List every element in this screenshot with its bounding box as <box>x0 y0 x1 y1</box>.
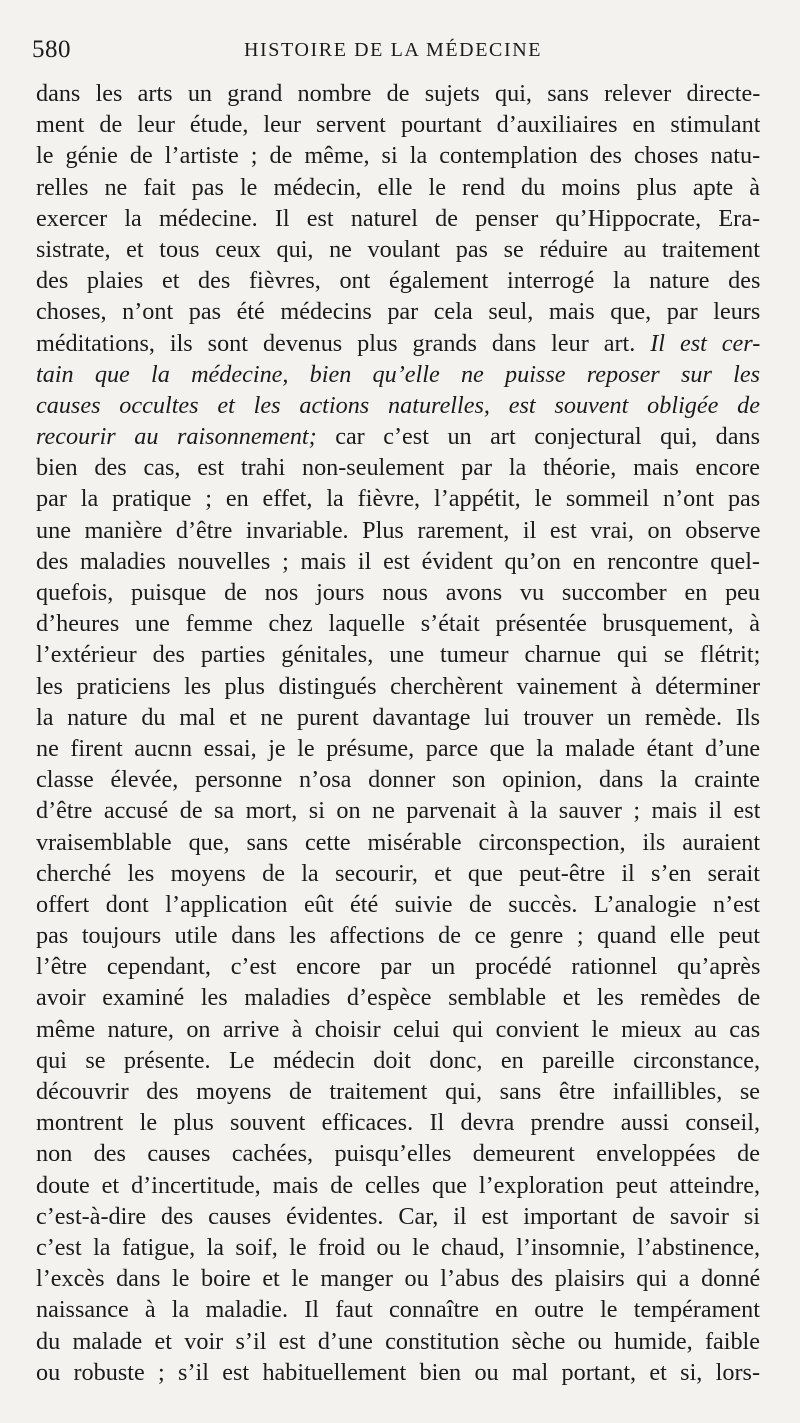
text-line <box>36 1045 760 1076</box>
running-title: HISTOIRE DE LA MÉDECINE <box>244 39 543 61</box>
text-line <box>36 951 760 982</box>
body-text <box>36 78 760 1388</box>
text-segment: offert dont l’application eût été suivie de succès. L’analogie n’est <box>36 890 760 918</box>
text-segment: par la pratique ; en effet, la fièvre, l’appétit, le sommeil n’ont pas <box>36 485 760 513</box>
text-segment: des maladies nouvelles ; mais il est évident qu’on en rencontre quel- <box>36 547 760 575</box>
text-line <box>36 1263 760 1294</box>
text-segment: l’extérieur des parties génitales, une tumeur charnue qui se flétrit; <box>36 641 760 669</box>
italic-text-segment: Il est cer- <box>650 329 760 357</box>
text-line <box>36 140 760 171</box>
text-line <box>36 982 760 1013</box>
text-segment: d’être accusé de sa mort, si on ne parvenait à la sauver ; mais il est <box>36 797 760 825</box>
page-number: 580 <box>32 36 71 63</box>
text-line <box>36 1170 760 1201</box>
text-segment: ment de leur étude, leur servent pourtant d’auxiliaires en stimulant <box>36 111 760 139</box>
text-segment: du malade et voir s’il est d’une constitution sèche ou humide, faible <box>36 1327 760 1355</box>
italic-text-segment: causes occultes et les actions naturelles, est souvent obligée de <box>36 391 760 419</box>
italic-text-segment: recourir au raisonnement; <box>36 423 317 451</box>
text-segment: doute et d’incertitude, mais de celles que l’exploration peut atteindre, <box>36 1171 760 1199</box>
text-line <box>36 421 760 452</box>
text-line <box>36 265 760 296</box>
text-line <box>36 109 760 140</box>
text-line <box>36 1232 760 1263</box>
text-segment: même nature, on arrive à choisir celui qui convient le mieux au cas <box>36 1015 760 1043</box>
text-line <box>36 172 760 203</box>
text-segment: choses, n’ont pas été médecins par cela seul, mais que, par leurs <box>36 298 760 326</box>
text-segment: l’excès dans le boire et le manger ou l’abus des plaisirs qui a donné <box>36 1265 760 1293</box>
text-line <box>36 1107 760 1138</box>
text-line <box>36 390 760 421</box>
text-segment: l’être cependant, c’est encore par un procédé rationnel qu’après <box>36 953 760 981</box>
text-line <box>36 1357 760 1388</box>
text-segment: naissance à la maladie. Il faut connaître en outre le tempérament <box>36 1296 760 1324</box>
text-segment: car c’est un art conjectural qui, dans <box>316 423 760 451</box>
text-segment: ou robuste ; s’il est habituellement bien ou mal portant, et si, lors- <box>36 1358 760 1386</box>
text-line <box>36 452 760 483</box>
text-segment: ne firent aucnn essai, je le présume, parce que la malade étant d’une <box>36 734 760 762</box>
text-line <box>36 78 760 109</box>
text-line <box>36 608 760 639</box>
text-segment: relles ne fait pas le médecin, elle le rend du moins plus apte à <box>36 173 760 201</box>
text-segment: méditations, ils sont devenus plus grands dans leur art. <box>36 329 651 357</box>
text-line <box>36 1014 760 1045</box>
text-line <box>36 515 760 546</box>
text-segment: classe élevée, personne n’osa donner son opinion, dans la crainte <box>36 766 760 794</box>
text-segment: quefois, puisque de nos jours nous avons vu succomber en peu <box>36 579 760 606</box>
text-line <box>36 889 760 920</box>
text-segment: découvrir des moyens de traitement qui, sans être infaillibles, se <box>36 1078 760 1105</box>
text-segment: c’est-à-dire des causes évidentes. Car, il est important de savoir si <box>36 1202 760 1230</box>
text-line <box>36 764 760 795</box>
text-line <box>36 1138 760 1169</box>
text-segment: bien des cas, est trahi non-seulement par la théorie, mais encore <box>36 454 760 482</box>
text-line <box>36 234 760 265</box>
text-segment: qui se présente. Le médecin doit donc, en pareille circonstance, <box>36 1046 760 1074</box>
text-line <box>36 920 760 951</box>
text-segment: montrent le plus souvent efficaces. Il devra prendre aussi conseil, <box>36 1109 760 1137</box>
text-segment: la nature du mal et ne purent davantage lui trouver un remède. Ils <box>36 703 760 731</box>
text-line <box>36 671 760 702</box>
page-header <box>32 36 772 72</box>
text-line <box>36 577 760 608</box>
text-segment: dans les arts un grand nombre de sujets qui, sans relever directe- <box>36 80 760 107</box>
text-line <box>36 702 760 733</box>
text-segment: non des causes cachées, puisqu’elles demeurent enveloppées de <box>36 1140 760 1168</box>
text-segment: avoir examiné les maladies d’espèce semblable et les remèdes de <box>36 984 760 1012</box>
text-line <box>36 1076 760 1107</box>
text-line <box>36 1201 760 1232</box>
text-line <box>36 858 760 889</box>
text-line <box>36 359 760 390</box>
text-segment: sistrate, et tous ceux qui, ne voulant pas se réduire au traitement <box>36 235 760 263</box>
text-segment: les praticiens les plus distingués cherchèrent vainement à déterminer <box>36 672 760 700</box>
text-segment: des plaies et des fièvres, ont également interrogé la nature des <box>36 267 760 295</box>
text-line <box>36 546 760 577</box>
text-segment: exercer la médecine. Il est naturel de penser qu’Hippocrate, Era- <box>36 204 760 232</box>
text-line <box>36 1294 760 1325</box>
text-line <box>36 1326 760 1357</box>
text-segment: vraisemblable que, sans cette misérable circonspection, ils auraient <box>36 828 760 856</box>
text-line <box>36 733 760 764</box>
text-segment: pas toujours utile dans les affections de ce genre ; quand elle peut <box>36 922 760 950</box>
text-line <box>36 203 760 234</box>
text-segment: d’heures une femme chez laquelle s’était présentée brusquement, à <box>36 610 760 638</box>
text-line <box>36 639 760 670</box>
text-line <box>36 328 760 359</box>
text-line <box>36 827 760 858</box>
text-segment: cherché les moyens de la secourir, et que peut-être il s’en serait <box>36 859 760 887</box>
text-segment: c’est la fatigue, la soif, le froid ou le chaud, l’insomnie, l’abstinence, <box>36 1233 760 1261</box>
text-segment: une manière d’être invariable. Plus rarement, il est vrai, on observe <box>36 516 760 544</box>
italic-text-segment: tain que la médecine, bien qu’elle ne puisse reposer sur les <box>36 360 760 388</box>
text-segment: le génie de l’artiste ; de même, si la contemplation des choses natu- <box>36 142 760 170</box>
text-line <box>36 483 760 514</box>
text-line <box>36 795 760 826</box>
text-line <box>36 296 760 327</box>
